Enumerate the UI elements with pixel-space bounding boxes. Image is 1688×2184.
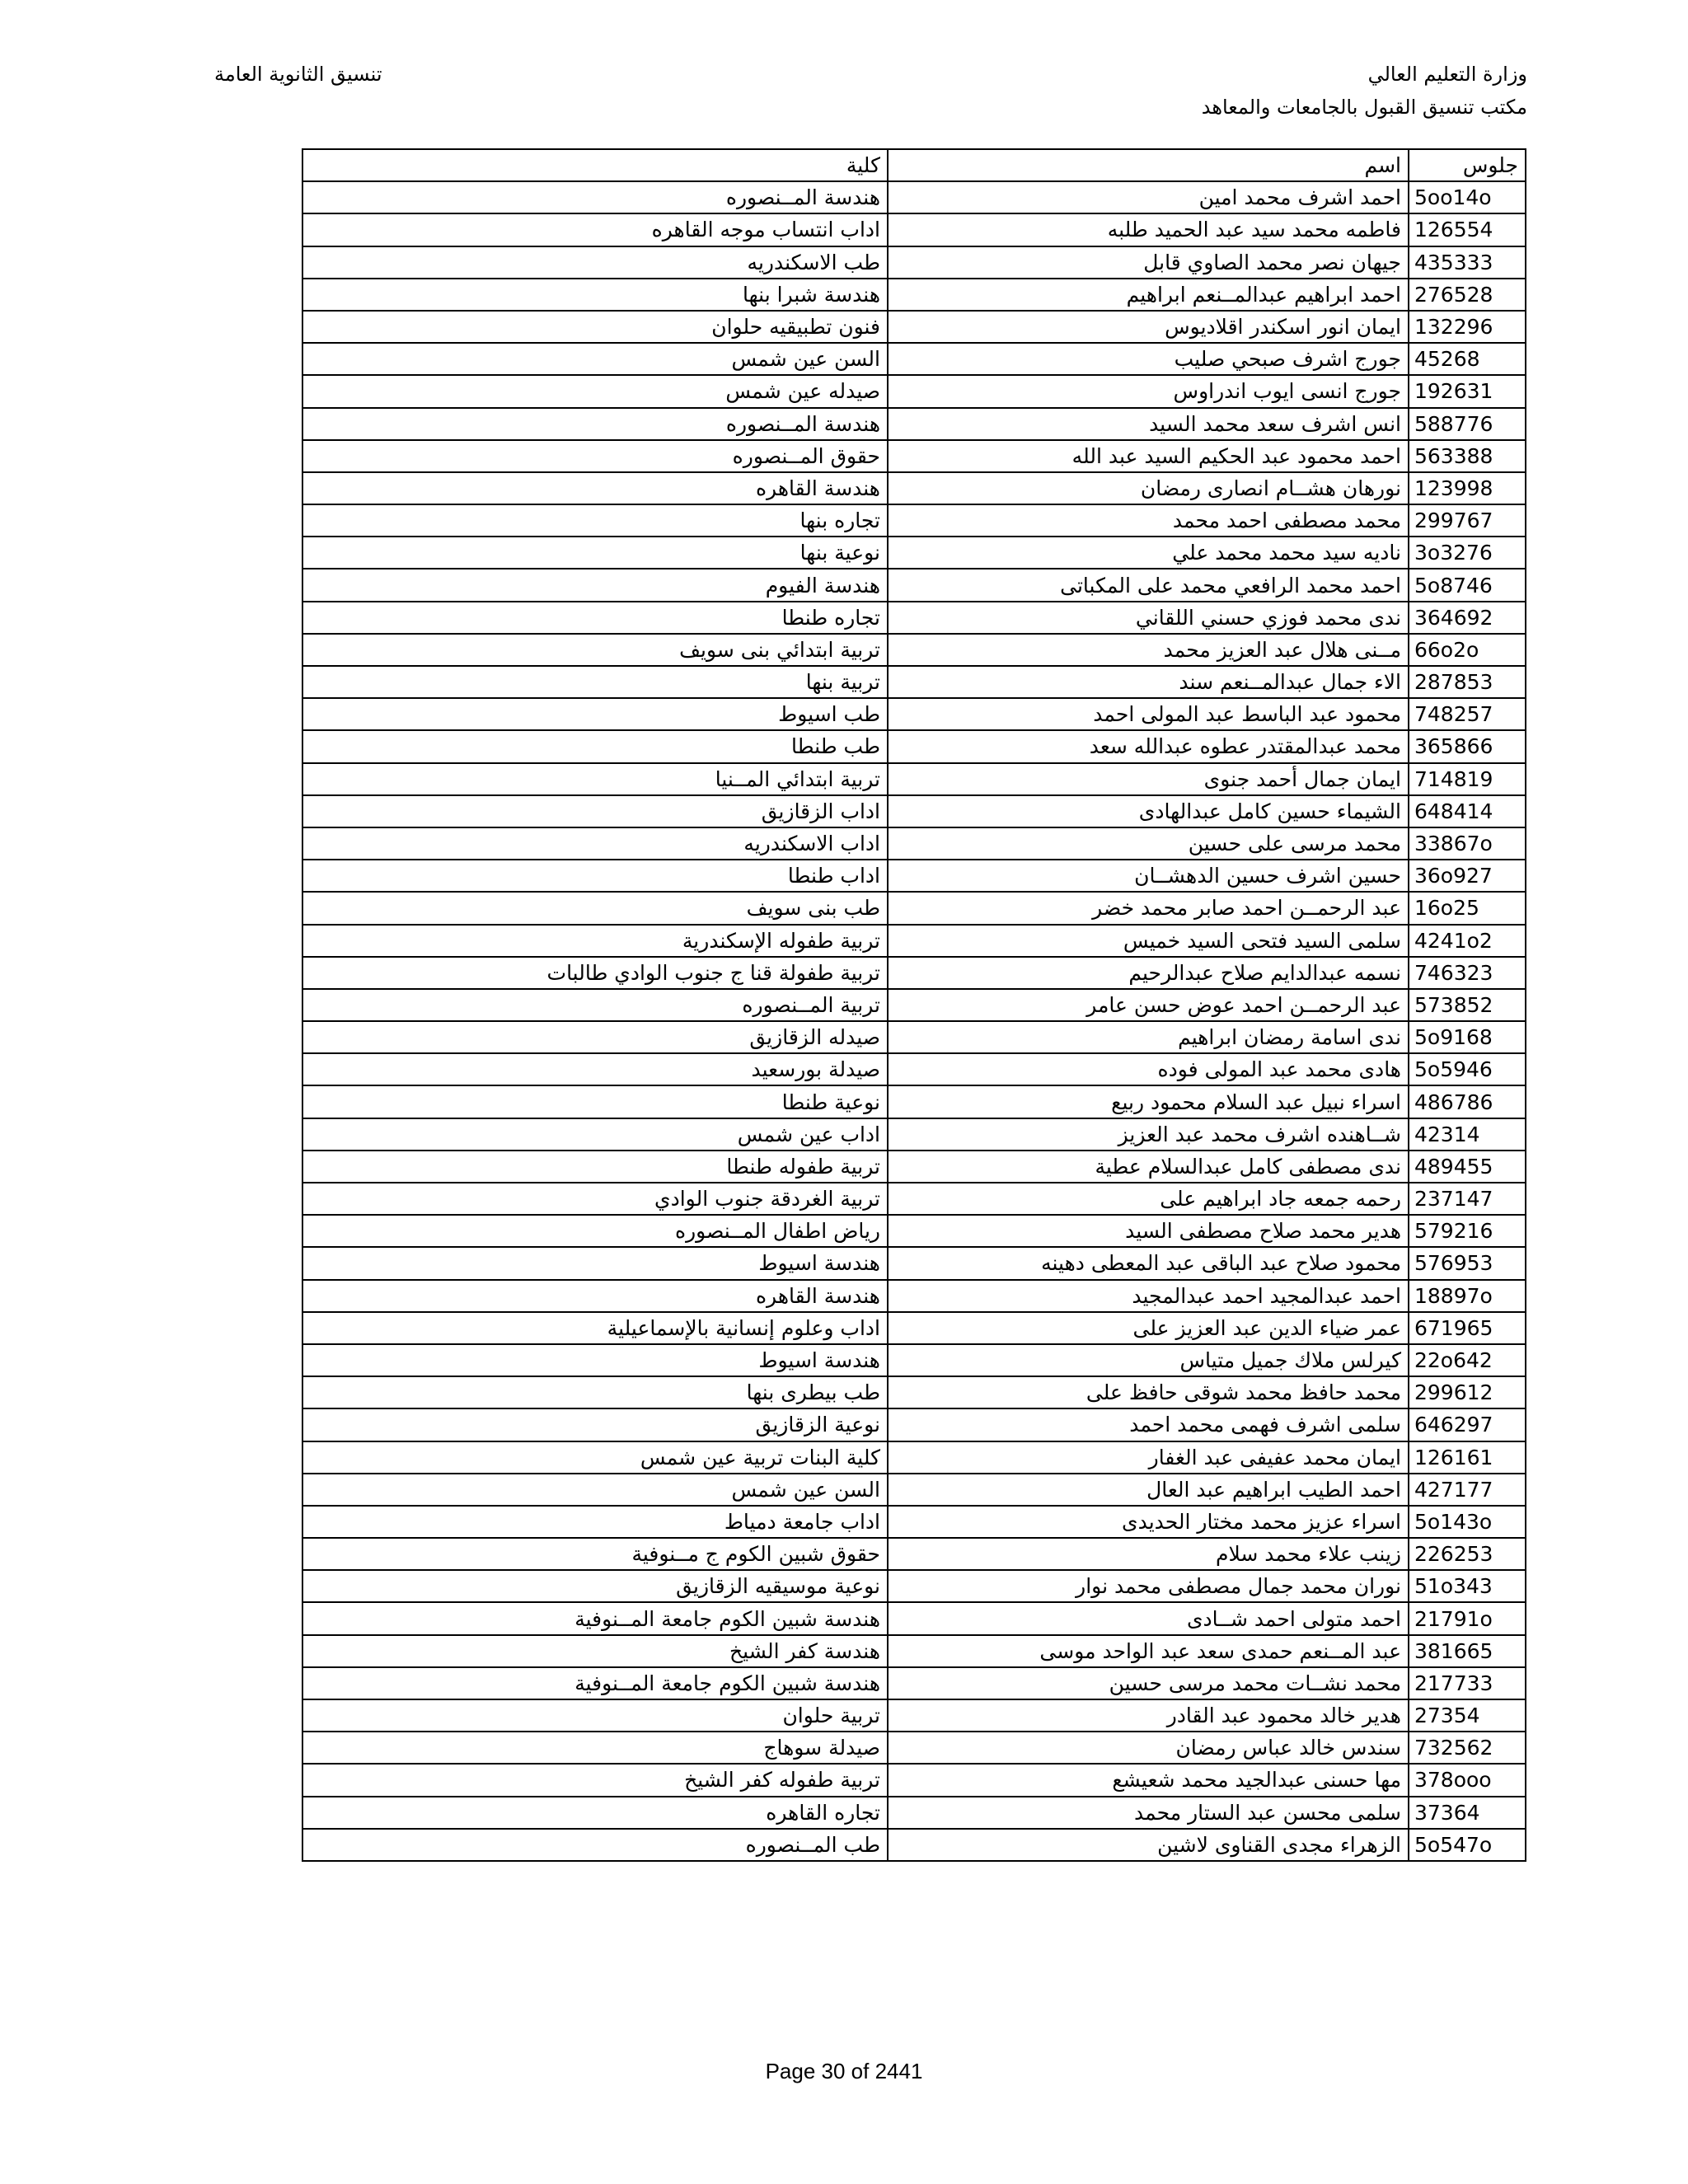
seat-number-cell: 381665 xyxy=(1409,1635,1526,1667)
student-name-cell: محمد عبدالمقتدر عطوه عبدالله سعد xyxy=(888,730,1409,762)
student-name-cell: عبد المــنعم حمدى سعد عبد الواحد موسى xyxy=(888,1635,1409,1667)
student-name-cell: احمد محمد الرافعي محمد على المكباتى xyxy=(888,569,1409,601)
student-name-cell: زينب علاء محمد سلام xyxy=(888,1538,1409,1570)
student-name-cell: جورج انسى ايوب اندراوس xyxy=(888,375,1409,407)
seat-number-cell: 3o3276 xyxy=(1409,537,1526,569)
seat-number-cell: 66o2o xyxy=(1409,634,1526,666)
table-row xyxy=(302,1602,1526,1634)
college-cell: السن عين شمس xyxy=(302,1474,888,1506)
student-name-cell: مــنى هلال عبد العزيز محمد xyxy=(888,634,1409,666)
college-cell: هندسة المــنصوره xyxy=(302,181,888,213)
college-cell: تربية المــنصوره xyxy=(302,989,888,1021)
table-row xyxy=(302,1829,1526,1861)
seat-number-cell: 732562 xyxy=(1409,1732,1526,1764)
table-row xyxy=(302,1764,1526,1796)
seat-number-cell: 27354 xyxy=(1409,1699,1526,1732)
student-name-cell: اسراء نبيل عبد السلام محمود ربيع xyxy=(888,1085,1409,1118)
table-row xyxy=(302,795,1526,827)
table-row xyxy=(302,181,1526,213)
seat-number-cell: 427177 xyxy=(1409,1474,1526,1506)
student-name-cell: ايمان انور اسكندر اقلاديوس xyxy=(888,311,1409,343)
seat-number-cell: 5o5946 xyxy=(1409,1053,1526,1085)
table-row xyxy=(302,408,1526,440)
table-row xyxy=(302,1474,1526,1506)
student-name-cell: محمد مرسى على حسين xyxy=(888,827,1409,860)
student-name-cell: جيهان نصر محمد الصاوي قابل xyxy=(888,246,1409,279)
table-row xyxy=(302,1280,1526,1312)
table-row xyxy=(302,698,1526,730)
table-row xyxy=(302,375,1526,407)
student-name-cell: فاطمه محمد سيد عبد الحميد طلبه xyxy=(888,213,1409,246)
seat-number-cell: 5o143o xyxy=(1409,1506,1526,1538)
student-name-cell: كيرلس ملاك جميل متياس xyxy=(888,1344,1409,1376)
seat-number-cell: 486786 xyxy=(1409,1085,1526,1118)
table-row xyxy=(302,634,1526,666)
student-name-cell: هادى محمد عبد المولى فوده xyxy=(888,1053,1409,1085)
college-cell: نوعية بنها xyxy=(302,537,888,569)
seat-number-cell: 276528 xyxy=(1409,279,1526,311)
table-row xyxy=(302,989,1526,1021)
college-cell: تربية طفوله طنطا xyxy=(302,1151,888,1183)
college-cell: طب الاسكندريه xyxy=(302,246,888,279)
college-cell: حقوق شبين الكوم ج مــنوفية xyxy=(302,1538,888,1570)
seat-number-cell: 126161 xyxy=(1409,1441,1526,1474)
college-cell: السن عين شمس xyxy=(302,343,888,375)
table-row xyxy=(302,1732,1526,1764)
student-name-cell: سلمى محسن عبد الستار محمد xyxy=(888,1797,1409,1829)
college-cell: صيدله عين شمس xyxy=(302,375,888,407)
college-cell: تجاره بنها xyxy=(302,504,888,537)
header-college: كلية xyxy=(302,149,888,181)
seat-number-cell: 226253 xyxy=(1409,1538,1526,1570)
table-row xyxy=(302,504,1526,537)
table-row xyxy=(302,892,1526,924)
header-name: اسم xyxy=(888,149,1409,181)
header-seat: جلوس xyxy=(1409,149,1526,181)
table-row xyxy=(302,957,1526,989)
table-row xyxy=(302,1441,1526,1474)
student-name-cell: الاء جمال عبدالمــنعم سند xyxy=(888,666,1409,698)
college-cell: تربية ابتدائي المــنيا xyxy=(302,763,888,795)
student-name-cell: عبد الرحمــن احمد عوض حسن عامر xyxy=(888,989,1409,1021)
student-name-cell: محمد حافظ محمد شوقى حافظ على xyxy=(888,1376,1409,1408)
college-cell: هندسة القاهره xyxy=(302,1280,888,1312)
table-row xyxy=(302,343,1526,375)
student-name-cell: محمود عبد الباسط عبد المولى احمد xyxy=(888,698,1409,730)
seat-number-cell: 33867o xyxy=(1409,827,1526,860)
document-title: تنسيق الثانوية العامة xyxy=(214,63,382,86)
college-cell: اداب الاسكندريه xyxy=(302,827,888,860)
college-cell: صيدلة سوهاج xyxy=(302,1732,888,1764)
table-row xyxy=(302,279,1526,311)
student-name-cell: انس اشرف سعد محمد السيد xyxy=(888,408,1409,440)
seat-number-cell: 579216 xyxy=(1409,1215,1526,1247)
student-name-cell: ندى مصطفى كامل عبدالسلام عطية xyxy=(888,1151,1409,1183)
seat-number-cell: 489455 xyxy=(1409,1151,1526,1183)
seat-number-cell: 714819 xyxy=(1409,763,1526,795)
seat-number-cell: 671965 xyxy=(1409,1312,1526,1344)
college-cell: اداب الزقازيق xyxy=(302,795,888,827)
table-row xyxy=(302,1538,1526,1570)
seat-number-cell: 5oo14o xyxy=(1409,181,1526,213)
college-cell: هندسة اسيوط xyxy=(302,1247,888,1279)
table-row xyxy=(302,1408,1526,1441)
seat-number-cell: 435333 xyxy=(1409,246,1526,279)
table-row xyxy=(302,1506,1526,1538)
college-cell: طب طنطا xyxy=(302,730,888,762)
student-name-cell: محمد نشــات محمد مرسى حسين xyxy=(888,1667,1409,1699)
student-name-cell: ندى محمد فوزي حسني اللقاني xyxy=(888,602,1409,634)
college-cell: نوعية طنطا xyxy=(302,1085,888,1118)
student-name-cell: احمد ابراهيم عبدالمــنعم ابراهيم xyxy=(888,279,1409,311)
seat-number-cell: 126554 xyxy=(1409,213,1526,246)
college-cell: تربية حلوان xyxy=(302,1699,888,1732)
seat-number-cell: 132296 xyxy=(1409,311,1526,343)
seat-number-cell: 588776 xyxy=(1409,408,1526,440)
college-cell: هندسة اسيوط xyxy=(302,1344,888,1376)
student-name-cell: ايمان محمد عفيفى عبد الغفار xyxy=(888,1441,1409,1474)
table-row xyxy=(302,860,1526,892)
seat-number-cell: 21791o xyxy=(1409,1602,1526,1634)
college-cell: طب المــنصوره xyxy=(302,1829,888,1861)
ministry-name: وزارة التعليم العالي xyxy=(1367,63,1527,86)
seat-number-cell: 37364 xyxy=(1409,1797,1526,1829)
table-row xyxy=(302,1570,1526,1602)
seat-number-cell: 22o642 xyxy=(1409,1344,1526,1376)
seat-number-cell: 237147 xyxy=(1409,1183,1526,1215)
college-cell: طب بيطرى بنها xyxy=(302,1376,888,1408)
table-row xyxy=(302,537,1526,569)
seat-number-cell: 378ooo xyxy=(1409,1764,1526,1796)
student-name-cell: الشيماء حسين كامل عبدالهادى xyxy=(888,795,1409,827)
table-row xyxy=(302,1118,1526,1151)
seat-number-cell: 576953 xyxy=(1409,1247,1526,1279)
table-row xyxy=(302,1215,1526,1247)
seat-number-cell: 5o8746 xyxy=(1409,569,1526,601)
college-cell: طب اسيوط xyxy=(302,698,888,730)
table-row xyxy=(302,1344,1526,1376)
results-table xyxy=(302,148,1526,1862)
seat-number-cell: 364692 xyxy=(1409,602,1526,634)
college-cell: تربية طفوله كفر الشيخ xyxy=(302,1764,888,1796)
college-cell: فنون تطبيقيه حلوان xyxy=(302,311,888,343)
college-cell: تربية طفولة قنا ج جنوب الوادي طالبات xyxy=(302,957,888,989)
college-cell: هندسة المــنصوره xyxy=(302,408,888,440)
student-name-cell: هدير محمد صلاح مصطفى السيد xyxy=(888,1215,1409,1247)
seat-number-cell: 16o25 xyxy=(1409,892,1526,924)
college-cell: هندسة كفر الشيخ xyxy=(302,1635,888,1667)
student-name-cell: رحمه جمعه جاد ابراهيم على xyxy=(888,1183,1409,1215)
seat-number-cell: 123998 xyxy=(1409,472,1526,504)
student-name-cell: محمد مصطفى احمد محمد xyxy=(888,504,1409,537)
table-row xyxy=(302,246,1526,279)
college-cell: هندسة الفيوم xyxy=(302,569,888,601)
college-cell: هندسة القاهره xyxy=(302,472,888,504)
college-cell: هندسة شبرا بنها xyxy=(302,279,888,311)
student-name-cell: سلمى السيد فتحى السيد خميس xyxy=(888,925,1409,957)
student-name-cell: هدير خالد محمود عبد القادر xyxy=(888,1699,1409,1732)
table-row xyxy=(302,1021,1526,1053)
table-row xyxy=(302,1053,1526,1085)
student-name-cell: مها حسنى عبدالجيد محمد شعيشع xyxy=(888,1764,1409,1796)
student-name-cell: احمد متولى احمد شــادى xyxy=(888,1602,1409,1634)
college-cell: نوعية الزقازيق xyxy=(302,1408,888,1441)
office-name: مكتب تنسيق القبول بالجامعات والمعاهد xyxy=(1201,96,1527,119)
college-cell: اداب انتساب موجه القاهره xyxy=(302,213,888,246)
table-header-row xyxy=(302,149,1526,181)
college-cell: اداب طنطا xyxy=(302,860,888,892)
table-row xyxy=(302,763,1526,795)
college-cell: حقوق المــنصوره xyxy=(302,440,888,472)
table-row xyxy=(302,1699,1526,1732)
table-row xyxy=(302,602,1526,634)
table-row xyxy=(302,472,1526,504)
seat-number-cell: 4241o2 xyxy=(1409,925,1526,957)
page-number: Page 30 of 2441 xyxy=(765,2059,923,2083)
college-cell: هندسة شبين الكوم جامعة المــنوفية xyxy=(302,1602,888,1634)
student-name-cell: نورهان هشــام انصارى رمضان xyxy=(888,472,1409,504)
table-row xyxy=(302,440,1526,472)
student-name-cell: ندى اسامة رمضان ابراهيم xyxy=(888,1021,1409,1053)
student-name-cell: احمد الطيب ابراهيم عبد العال xyxy=(888,1474,1409,1506)
seat-number-cell: 748257 xyxy=(1409,698,1526,730)
student-name-cell: اسراء عزيز محمد مختار الحديدى xyxy=(888,1506,1409,1538)
college-cell: تربية ابتدائي بنى سويف xyxy=(302,634,888,666)
seat-number-cell: 646297 xyxy=(1409,1408,1526,1441)
table-row xyxy=(302,1312,1526,1344)
seat-number-cell: 746323 xyxy=(1409,957,1526,989)
student-name-cell: شــاهنده اشرف محمد عبد العزيز xyxy=(888,1118,1409,1151)
table-row xyxy=(302,1667,1526,1699)
table-row xyxy=(302,1085,1526,1118)
college-cell: تربية طفوله الإسكندرية xyxy=(302,925,888,957)
college-cell: كلية البنات تربية عين شمس xyxy=(302,1441,888,1474)
seat-number-cell: 365866 xyxy=(1409,730,1526,762)
student-name-cell: سلمى اشرف فهمى محمد احمد xyxy=(888,1408,1409,1441)
student-name-cell: محمود صلاح عبد الباقى عبد المعطى دهينه xyxy=(888,1247,1409,1279)
seat-number-cell: 648414 xyxy=(1409,795,1526,827)
table-row xyxy=(302,1151,1526,1183)
table-row xyxy=(302,311,1526,343)
table-row xyxy=(302,827,1526,860)
student-name-cell: ناديه سيد محمد محمد علي xyxy=(888,537,1409,569)
student-name-cell: احمد محمود عبد الحكيم السيد عبد الله xyxy=(888,440,1409,472)
student-name-cell: نوران محمد جمال مصطفى محمد نوار xyxy=(888,1570,1409,1602)
seat-number-cell: 45268 xyxy=(1409,343,1526,375)
seat-number-cell: 563388 xyxy=(1409,440,1526,472)
college-cell: نوعية موسيقيه الزقازيق xyxy=(302,1570,888,1602)
college-cell: تربية بنها xyxy=(302,666,888,698)
college-cell: تجاره طنطا xyxy=(302,602,888,634)
seat-number-cell: 299612 xyxy=(1409,1376,1526,1408)
college-cell: طب بنى سويف xyxy=(302,892,888,924)
table-row xyxy=(302,1797,1526,1829)
seat-number-cell: 299767 xyxy=(1409,504,1526,537)
table-row xyxy=(302,1183,1526,1215)
student-name-cell: احمد عبدالمجيد احمد عبدالمجيد xyxy=(888,1280,1409,1312)
table-row xyxy=(302,1635,1526,1667)
table-row xyxy=(302,925,1526,957)
seat-number-cell: 217733 xyxy=(1409,1667,1526,1699)
student-name-cell: نسمه عبدالدايم صلاح عبدالرحيم xyxy=(888,957,1409,989)
college-cell: هندسة شبين الكوم جامعة المــنوفية xyxy=(302,1667,888,1699)
seat-number-cell: 573852 xyxy=(1409,989,1526,1021)
seat-number-cell: 42314 xyxy=(1409,1118,1526,1151)
student-name-cell: سندس خالد عباس رمضان xyxy=(888,1732,1409,1764)
college-cell: تجاره القاهره xyxy=(302,1797,888,1829)
student-name-cell: عمر ضياء الدين عبد العزيز على xyxy=(888,1312,1409,1344)
college-cell: صيدله الزقازيق xyxy=(302,1021,888,1053)
seat-number-cell: 51o343 xyxy=(1409,1570,1526,1602)
college-cell: اداب عين شمس xyxy=(302,1118,888,1151)
table-row xyxy=(302,569,1526,601)
student-name-cell: جورج اشرف صبحي صليب xyxy=(888,343,1409,375)
student-name-cell: ايمان جمال أحمد جنوى xyxy=(888,763,1409,795)
table-row xyxy=(302,213,1526,246)
student-name-cell: حسين اشرف حسين الدهشــان xyxy=(888,860,1409,892)
seat-number-cell: 5o9168 xyxy=(1409,1021,1526,1053)
college-cell: اداب جامعة دمياط xyxy=(302,1506,888,1538)
college-cell: تربية الغردقة جنوب الوادي xyxy=(302,1183,888,1215)
college-cell: رياض اطفال المــنصوره xyxy=(302,1215,888,1247)
college-cell: صيدلة بورسعيد xyxy=(302,1053,888,1085)
table-row xyxy=(302,1247,1526,1279)
student-name-cell: عبد الرحمــن احمد صابر محمد خضر xyxy=(888,892,1409,924)
seat-number-cell: 36o927 xyxy=(1409,860,1526,892)
college-cell: اداب وعلوم إنسانية بالإسماعيلية xyxy=(302,1312,888,1344)
table-row xyxy=(302,666,1526,698)
seat-number-cell: 5o547o xyxy=(1409,1829,1526,1861)
table-row xyxy=(302,730,1526,762)
seat-number-cell: 287853 xyxy=(1409,666,1526,698)
student-name-cell: احمد اشرف محمد امين xyxy=(888,181,1409,213)
table-row xyxy=(302,1376,1526,1408)
seat-number-cell: 192631 xyxy=(1409,375,1526,407)
seat-number-cell: 18897o xyxy=(1409,1280,1526,1312)
student-name-cell: الزهراء مجدى القناوى لاشين xyxy=(888,1829,1409,1861)
